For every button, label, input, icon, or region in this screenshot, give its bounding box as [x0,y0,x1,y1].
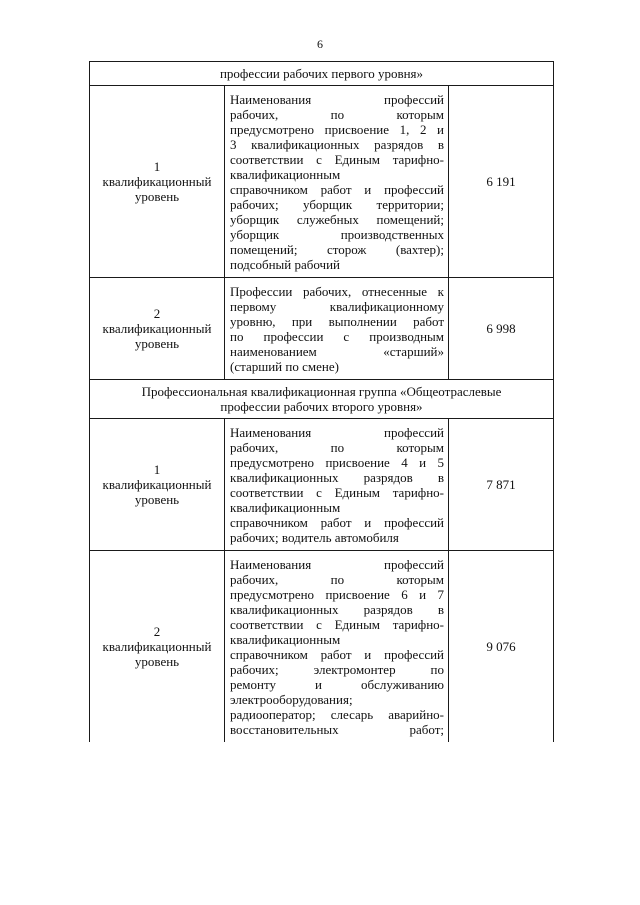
level-level-number: 2 [153,306,161,321]
level-level-number: 1 [153,159,161,174]
description-line: по профессии с производным [230,329,444,344]
level-level-number: 2 [153,624,161,639]
description-line: справочником работ и профессий [230,515,444,530]
group-header [90,62,554,86]
qualification-level-cell [90,551,225,743]
description-line: уровню, при выполнении работ [230,314,444,329]
qualification-level-cell [90,419,225,551]
description-line: квалификационным [230,500,341,515]
group-header-line: профессии рабочих первого уровня» [219,66,424,81]
description-line: рабочих, по которым [230,440,444,455]
description-line: рабочих, по которым [230,572,444,587]
level-level-word-2: уровень [134,336,180,351]
description-line: квалификационных разрядов в [230,602,444,617]
description-line: рабочих; электромонтер по [230,662,444,677]
description-line: справочником работ и профессий [230,647,444,662]
description-line: квалификационным [230,632,341,647]
description-line: предусмотрено присвоение 6 и 7 [230,587,444,602]
page-number: 6 [317,37,323,51]
description-line: предусмотрено присвоение 1, 2 и [230,122,444,137]
description-line: соответствии с Единым тарифно- [230,485,444,500]
description-line: первому квалификационному [230,299,444,314]
description-line: рабочих; уборщик территории; [230,197,444,212]
level-level-word-2: уровень [134,492,180,507]
level-row [90,419,554,551]
description-line: квалификационным [230,167,341,182]
level-level-word-1: квалификационный [102,477,212,492]
level-row [90,551,554,743]
qualification-level-cell [90,278,225,380]
description-line: подсобный рабочий [230,257,340,272]
description-line: справочником работ и профессий [230,182,444,197]
description-line: уборщик служебных помещений; [230,212,444,227]
description-line: помещений; сторож (вахтер); [230,242,444,257]
group-header [90,380,554,419]
qualification-level-cell [90,86,225,278]
salary-value: 6 191 [449,86,554,278]
level-level-word-1: квалификационный [102,321,212,336]
description-line: соответствии с Единым тарифно- [230,152,444,167]
description-line: Наименования профессий [230,92,444,107]
group-header-row [90,380,554,419]
description-line: 3 квалификационных разрядов в [230,137,444,152]
description-line: Наименования профессий [230,425,444,440]
description-line: Профессии рабочих, отнесенные к [230,284,444,299]
salary-value: 7 871 [449,419,554,551]
description-line: (старший по смене) [230,359,339,374]
level-row [90,86,554,278]
level-level-word-1: квалификационный [102,639,212,654]
level-level-word-2: уровень [134,189,180,204]
level-level-word-1: квалификационный [102,174,212,189]
description-line: ремонту и обслуживанию [230,677,444,692]
salary-value: 9 076 [449,551,554,743]
group-header-line: профессии рабочих второго уровня» [220,399,423,414]
profession-description-cell [225,419,449,551]
group-header-row [90,62,554,86]
description-line: квалификационных разрядов в [230,470,444,485]
description-line: восстановительных работ; [230,722,444,737]
description-line: рабочих; водитель автомобиля [230,530,399,545]
level-level-number: 1 [153,462,161,477]
group-header-line: Профессиональная квалификационная группа «Общеотраслевые [141,384,502,399]
description-line: соответствии с Единым тарифно- [230,617,444,632]
profession-description-cell [225,278,449,380]
description-line: предусмотрено присвоение 4 и 5 [230,455,444,470]
qualification-table [89,61,554,742]
description-line: Наименования профессий [230,557,444,572]
profession-description-cell [225,551,449,743]
level-level-word-2: уровень [134,654,180,669]
description-line: уборщик производственных [230,227,444,242]
description-line: наименованием «старший» [230,344,444,359]
salary-value: 6 998 [449,278,554,380]
level-row [90,278,554,380]
profession-description-cell [225,86,449,278]
description-line: радиооператор; слесарь аварийно- [230,707,444,722]
description-line: рабочих, по которым [230,107,444,122]
description-line: электрооборудования; [230,692,353,707]
